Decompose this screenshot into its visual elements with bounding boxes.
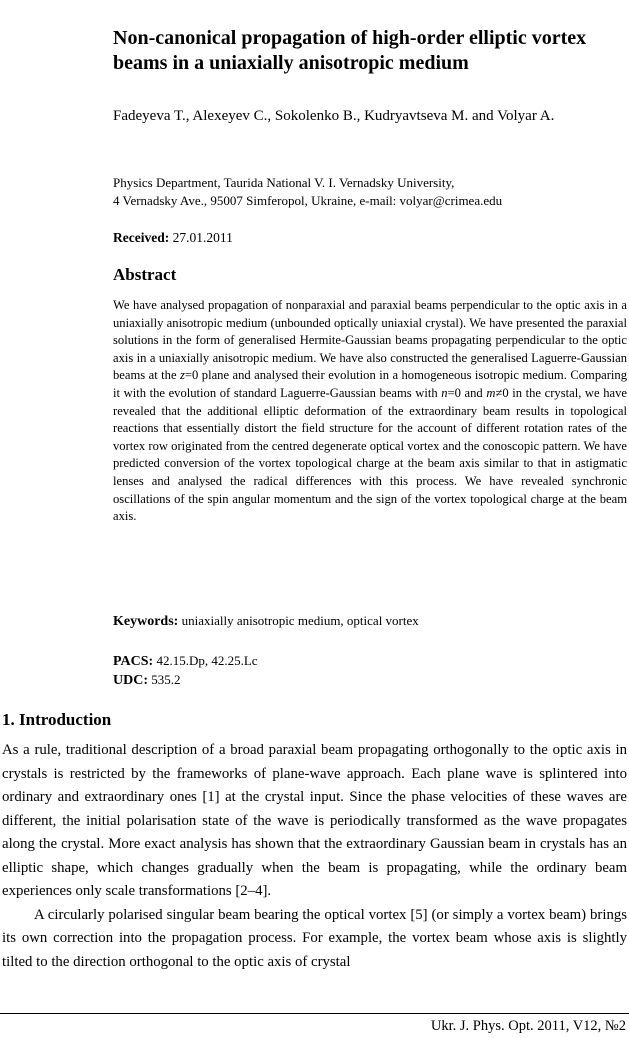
affiliation-line-1: Physics Department, Taurida National V. I. Vernadsky University, xyxy=(113,175,455,190)
abstract-part-1: We have analysed propagation of nonparaxial and paraxial beams perpendicular to the optic axis in a uniaxially anisotropic medium (unbounded optically uniaxial crystal). We have presented the paraxial solutions in the form of generalised Hermite-Gaussian beams propagating perpendicular to the optic axis in a uniaxially anisotropic medium. We have also constructed the generalised Laguerre-Gaussian beams at the xyxy=(113,298,627,383)
received-value: 27.01.2011 xyxy=(172,230,233,245)
journal-footer: Ukr. J. Phys. Opt. 2011, V12, №2 xyxy=(430,1018,626,1034)
keywords-value: uniaxially anisotropic medium, optical vortex xyxy=(181,613,419,628)
abstract-part-2: =0 plane and analysed their evolution in a homogeneous isotropic medium. Comparing it with the evolution of standard Laguerre-Gaussian beams with xyxy=(113,368,627,400)
abstract-part-4: ≠0 in the crystal, we have revealed that the additional elliptic deformation of the extraordinary beam results in topological reactions that essentially distort the field structure for the account of different rotation rates of the vortex row originated from the centred degenerate optical vortex and the conoscopic pattern. We have predicted conversion of the vortex topological charge at the beam axis similar to that in astigmatic lenses and analysed the radical differences with this process. We have revealed synchronic oscillations of the spin angular momentum and the sign of the vortex topological charge at the beam axis. xyxy=(113,385,627,524)
footer-rule xyxy=(0,1013,629,1014)
abstract-var-n: n xyxy=(441,385,448,400)
paper-title: Non-canonical propagation of high-order elliptic vortex beams in a uniaxially anisotropic medium xyxy=(113,27,587,74)
udc-value: 535.2 xyxy=(151,672,181,687)
pacs-label: PACS: xyxy=(113,654,154,669)
received-date xyxy=(113,229,233,247)
introduction-body xyxy=(2,739,627,974)
affiliation-line-2: 4 Vernadsky Ave., 95007 Simferopol, Ukraine, e-mail: volyar@crimea.edu xyxy=(113,193,503,208)
introduction-paragraph-1: As a rule, traditional description of a broad paraxial beam propagating orthogonally to the optic axis in crystals is restricted by the frameworks of plane-wave approach. Each plane wave is splintered into ordinary and extraordinary ones [1] at the crystal input. Since the phase velocities of these waves are different, the initial polarisation state of the wave is periodically transformed as the wave propagates along the crystal. More exact analysis has shown that the extraordinary Gaussian beam in crystals has an elliptic shape, which changes gradually when the beam is propagating, while the ordinary beam experiences only scale transformations [2–4]. xyxy=(2,742,627,899)
abstract-var-z: z xyxy=(180,368,185,383)
udc-label: UDC: xyxy=(113,673,148,688)
pacs-line xyxy=(113,652,258,671)
author-list: Fadeyeva T., Alexeyev C., Sokolenko B., Kudryavtseva M. and Volyar A. xyxy=(113,108,555,124)
udc-line xyxy=(113,671,258,690)
keywords-label: Keywords: xyxy=(113,614,179,629)
introduction-heading: 1. Introduction xyxy=(2,710,112,729)
abstract-heading: Abstract xyxy=(113,265,177,284)
pacs-value: 42.15.Dp, 42.25.Lc xyxy=(156,653,258,668)
keywords xyxy=(113,612,627,631)
abstract-text xyxy=(113,297,627,526)
abstract-var-m: m xyxy=(486,385,496,400)
abstract-part-3: =0 and xyxy=(447,385,487,400)
introduction-paragraph-2: A circularly polarised singular beam bearing the optical vortex [5] (or simply a vortex beam) brings its own correction into the propagation process. For example, the vortex beam whose axis is slightly tilted to the direction orthogonal to the optic axis of crystal xyxy=(2,906,627,970)
classification-codes xyxy=(113,652,258,690)
affiliation xyxy=(113,174,613,210)
received-label: Received: xyxy=(113,230,170,245)
